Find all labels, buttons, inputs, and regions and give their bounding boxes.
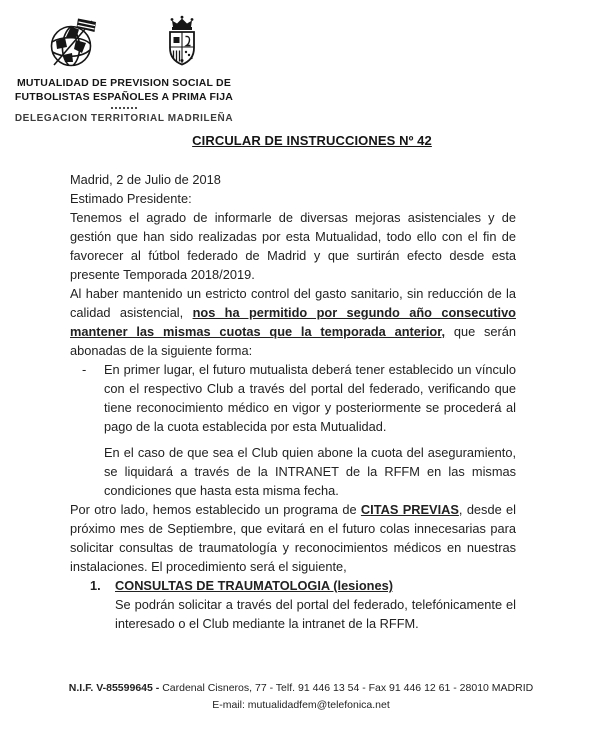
bullet-text: En primer lugar, el futuro mutualista deberá tener establecido un vínculo con el respectivo Club a través del portal del federado, verificando que tiene reconocimiento médico en vigor y posteriormente se procederá al pago de la cuota establecida por esta Mutualidad. [104,362,516,434]
circular-title: CIRCULAR DE INSTRUCCIONES Nº 42 [192,133,432,148]
paragraph-citas-emphasis: CITAS PREVIAS [360,502,459,517]
football-federation-crest-icon [47,14,99,70]
paragraph-citas-previas [70,500,516,576]
paragraph-intro: Tenemos el agrado de informarle de diversas mejoras asistenciales y de gestión que han sido realizadas por esta Mutualidad, todo ello con el fin de favorecer al fútbol federado de Madrid y que surtirán efecto desde esta presente Temporada 2018/2019. [70,210,516,282]
list-item-text: Se podrán solicitar a través del portal del federado, telefónicamente el interesado o el Club mediante la intranet de la RFFM. [115,597,516,631]
footer-nif: N.I.F. V-85599645 - [68,682,160,694]
paragraph-quotas [70,284,516,360]
list-item-number: 1. [90,578,101,593]
dateline: Madrid, 2 de Julio de 2018 [70,172,221,187]
numbered-item-traumatologia [70,576,516,633]
letterhead-divider [111,107,137,109]
list-item-heading: CONSULTAS DE TRAUMATOLOGIA (lesiones) [115,578,393,593]
paragraph-quotas-emphasis: nos ha permitido por segundo año consecutivo mantener las mismas cuotas que la temporada anterior, [70,305,516,339]
paragraph-quotas-post: que serán abonadas de la siguiente forma: [70,324,516,358]
letter-body [70,170,516,633]
letterhead [8,12,240,124]
org-name-line1: MUTUALIDAD DE PREVISION SOCIAL DE [16,77,232,89]
footer-email: E-mail: mutualidadfem@telefonica.net [212,698,390,711]
paragraph-quotas-pre: Al haber mantenido un estricto control del gasto sanitario, sin reducción de la calidad asistencial, [70,286,516,320]
list-item-content [115,576,516,633]
bullet-marker: - [82,362,87,377]
letter-footer [0,680,602,713]
bullet-item-vinculo [70,360,516,436]
org-delegation: DELEGACION TERRITORIAL MADRILEÑA [14,113,234,124]
footer-contact-line [0,680,602,697]
footer-address: Cardenal Cisneros, 77 - Telf. 91 446 13 54 - Fax 91 446 12 61 - 28010 MADRID [162,682,534,694]
paragraph-club-note: En el caso de que sea el Club quien abone la cuota del aseguramiento, se liquidará a través de la INTRANET de la RFFM en las mismas condiciones que hasta esta misma fecha. [104,445,516,498]
org-name-line2: FUTBOLISTAS ESPAÑOLES A PRIMA FIJA [14,90,234,103]
royal-crowned-shield-icon [163,14,201,70]
greeting: Estimado Presidente: [70,191,192,206]
paragraph-citas-post: , desde el próximo mes de Septiembre, que evitará en el futuro colas innecesarias para solicitar consultas de traumatología y reconocimientos médicos en nuestras instalaciones. El procedimiento será el siguiente, [70,502,516,574]
letterhead-logos [8,12,240,70]
paragraph-citas-pre: Por otro lado, hemos establecido un programa de [70,502,361,517]
